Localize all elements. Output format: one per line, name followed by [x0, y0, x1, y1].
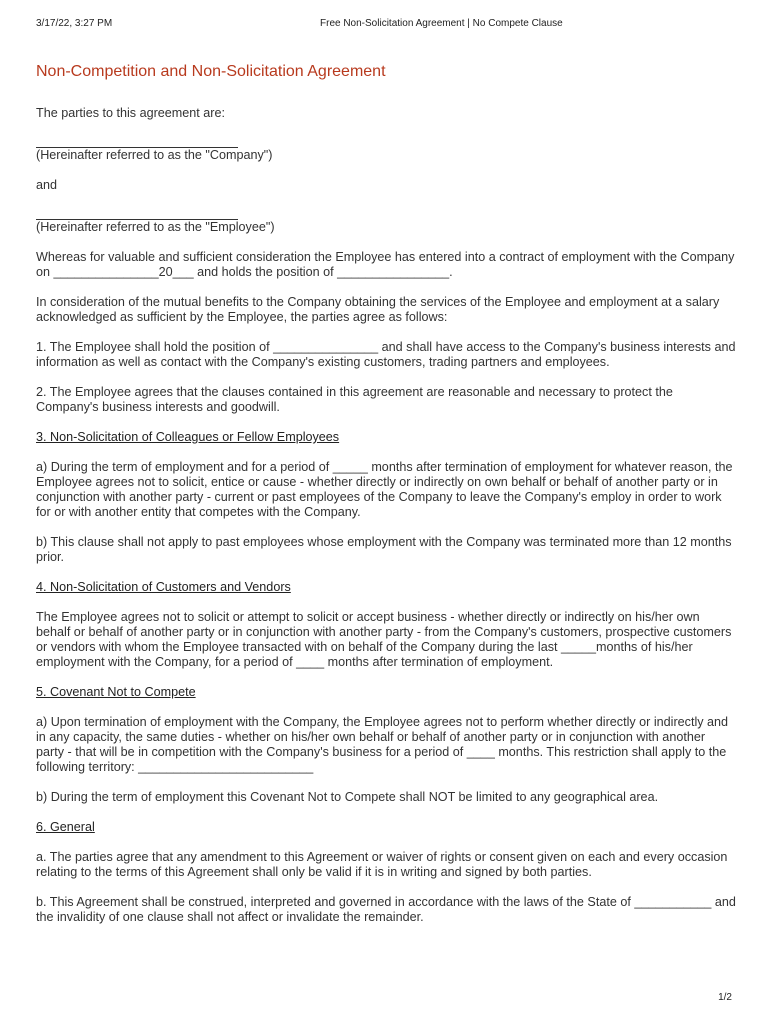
section-5-a: a) Upon termination of employment with the Company, the Employee agrees not to perform whether directly or indirectly and in any capacity, the same duties - whether on his/her own behalf or behalf of another party or in conjunction with another party - that will be in competition with the Company's business for a period of ____ months. This restriction shall apply to the following territory: _________________________ — [36, 715, 729, 774]
print-datetime: 3/17/22, 3:27 PM — [36, 18, 113, 29]
section-5-heading: 5. Covenant Not to Compete — [36, 685, 196, 699]
print-page-title: Free Non-Solicitation Agreement | No Compete Clause — [320, 18, 563, 29]
section-4-heading: 4. Non-Solicitation of Customers and Vendors — [36, 580, 291, 594]
parties-intro: The parties to this agreement are: — [36, 106, 226, 120]
company-reference: (Hereinafter referred to as the "Company") — [36, 148, 273, 162]
section-4-text: The Employee agrees not to solicit or attempt to solicit or accept business - whether directly or indirectly on his/her own behalf or behalf of another party or in conjunction with another party - from the Company's customers, prospective customers or vendors with whom the Employee transacted with on behalf of the Company during the last _____months of his/her employment with the Company, for a period of ____ months after termination of employment. — [36, 610, 732, 669]
consideration-paragraph: In consideration of the mutual benefits to the Company obtaining the services of the Employee and employment at a salary acknowledged as sufficient by the Employee, the parties agree as follows: — [36, 295, 720, 324]
section-6-heading: 6. General — [36, 820, 95, 834]
and-text: and — [36, 178, 58, 192]
clause-2: 2. The Employee agrees that the clauses contained in this agreement are reasonable and necessary to protect the Company's business interests and goodwill. — [36, 385, 673, 414]
employee-reference: (Hereinafter referred to as the "Employee") — [36, 220, 275, 234]
page-number: 1/2 — [718, 992, 732, 1003]
whereas-paragraph: Whereas for valuable and sufficient consideration the Employee has entered into a contract of employment with the Company on _______________20___ and holds the position of ________________. — [36, 250, 735, 279]
document-title: Non-Competition and Non-Solicitation Agreement — [36, 63, 386, 80]
section-3-heading: 3. Non-Solicitation of Colleagues or Fellow Employees — [36, 430, 340, 444]
section-5-b: b) During the term of employment this Covenant Not to Compete shall NOT be limited to any geographical area. — [36, 790, 659, 804]
print-header — [36, 18, 732, 32]
section-3-b: b) This clause shall not apply to past employees whose employment with the Company was terminated more than 12 months prior. — [36, 535, 732, 564]
clause-1: 1. The Employee shall hold the position of _______________ and shall have access to the Company's business interests and information as well as contact with the Company's existing customers, trading partners and employees. — [36, 340, 736, 369]
company-name-blank — [36, 133, 238, 148]
section-6-a: a. The parties agree that any amendment to this Agreement or waiver of rights or consent given on each and every occasion relating to the terms of this Agreement shall only be valid if it is in writing and signed by both parties. — [36, 850, 728, 879]
section-6-b: b. This Agreement shall be construed, interpreted and governed in accordance with the laws of the State of ___________ and the invalidity of one clause shall not affect or invalidate the remainder. — [36, 895, 736, 924]
agreement-document — [36, 62, 736, 940]
employee-name-blank — [36, 205, 238, 220]
section-3-a: a) During the term of employment and for a period of _____ months after termination of employment for whatever reason, the Employee agrees not to solicit, entice or cause - whether directly or indirectly on own behalf or behalf of another party or in conjunction with another party - current or past employees of the Company to leave the Company's employ in order to work for or with another entity that competes with the Company. — [36, 460, 733, 519]
